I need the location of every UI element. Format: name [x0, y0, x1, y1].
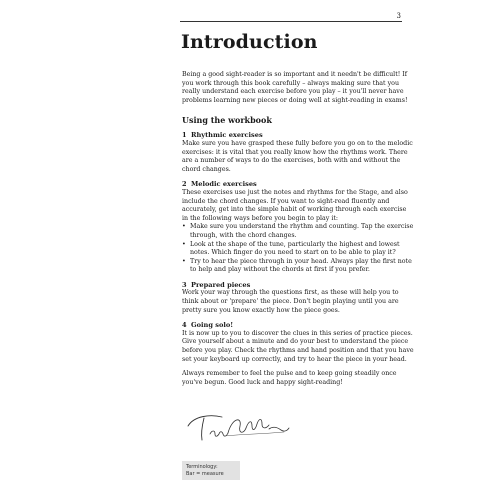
terminology-box	[182, 461, 240, 480]
section-title: Going solo!	[191, 321, 234, 330]
section-prepared	[182, 281, 414, 315]
list-item-text: Make sure you understand the rhythm and counting. Tap the exercise through, with the chord changes.	[190, 223, 414, 239]
section-body: It is now up to you to discover the clues in this series of practice pieces. Give yourself about a minute and do your best to understand the piece before you play. Check the rhythms and hand position and that you have set your keyboard up correctly, and try to hear the piece in your head.	[182, 329, 414, 363]
section-rhythmic	[182, 131, 414, 174]
bullet-icon: •	[182, 240, 186, 248]
section-melodic	[182, 180, 414, 275]
section-heading-prepared	[182, 281, 414, 290]
bullet-icon: •	[182, 223, 186, 231]
bullet-icon: •	[182, 257, 186, 265]
section-body: These exercises use just the notes and rhythms for the Stage, and also include the chord changes. If you want to sight-read fluently and accurately, get into the simple habit of working through each exercise in the following ways before you begin to play it:	[182, 188, 408, 222]
section-number: 3	[182, 280, 187, 289]
list-item	[182, 258, 414, 275]
section-body: Work your way through the questions first, as these will help you to think about or 'prepare' the piece. Don't begin playing until you are pretty sure you know exactly how the piece goes.	[182, 289, 399, 314]
section-heading-solo	[182, 321, 414, 330]
list-item-text: Try to hear the piece through in your head. Always play the first note to help and play without the chords at first if you prefer.	[190, 257, 412, 274]
list-item-text: Look at the shape of the tune, particularly the highest and lowest notes. Which finger do you need to start on to be able to play it?	[190, 240, 400, 257]
section-body: Make sure you have grasped these fully before you go on to the melodic exercises: it is vital that you really know how the rhythms work. There are a number of ways to do the exercises, both with and without the chord changes.	[182, 139, 413, 173]
intro-paragraph: Being a good sight-reader is so important and it needn't be difficult! If you work through this book carefully – always making sure that you really understand each exercise before you play – it you'll never have problems learning new pieces or doing well at sight-reading in exams!	[182, 71, 408, 104]
section-number: 2	[182, 180, 187, 189]
bullet-list	[182, 223, 414, 275]
section-heading: Using the workbook	[182, 115, 272, 126]
terminology-heading: Terminology:	[186, 464, 218, 470]
closing-paragraph: Always remember to feel the pulse and to keep going steadily once you've begun. Good luck and happy sight-reading!	[182, 370, 397, 386]
section-heading-melodic	[182, 180, 414, 189]
section-title: Prepared pieces	[191, 280, 251, 289]
section-number: 4	[182, 321, 187, 330]
signature-image	[184, 410, 292, 442]
list-item	[182, 223, 414, 240]
terminology-entry: Bar = measure	[186, 470, 224, 477]
list-item	[182, 241, 414, 258]
section-number: 1	[182, 131, 187, 140]
section-title: Melodic exercises	[191, 180, 257, 189]
page-title: Introduction	[181, 31, 318, 53]
main-content	[182, 71, 414, 387]
section-heading-rhythmic	[182, 131, 414, 140]
header-rule	[180, 21, 402, 22]
page-number: 3	[396, 12, 401, 20]
section-title: Rhythmic exercises	[191, 131, 263, 140]
section-solo	[182, 321, 414, 364]
